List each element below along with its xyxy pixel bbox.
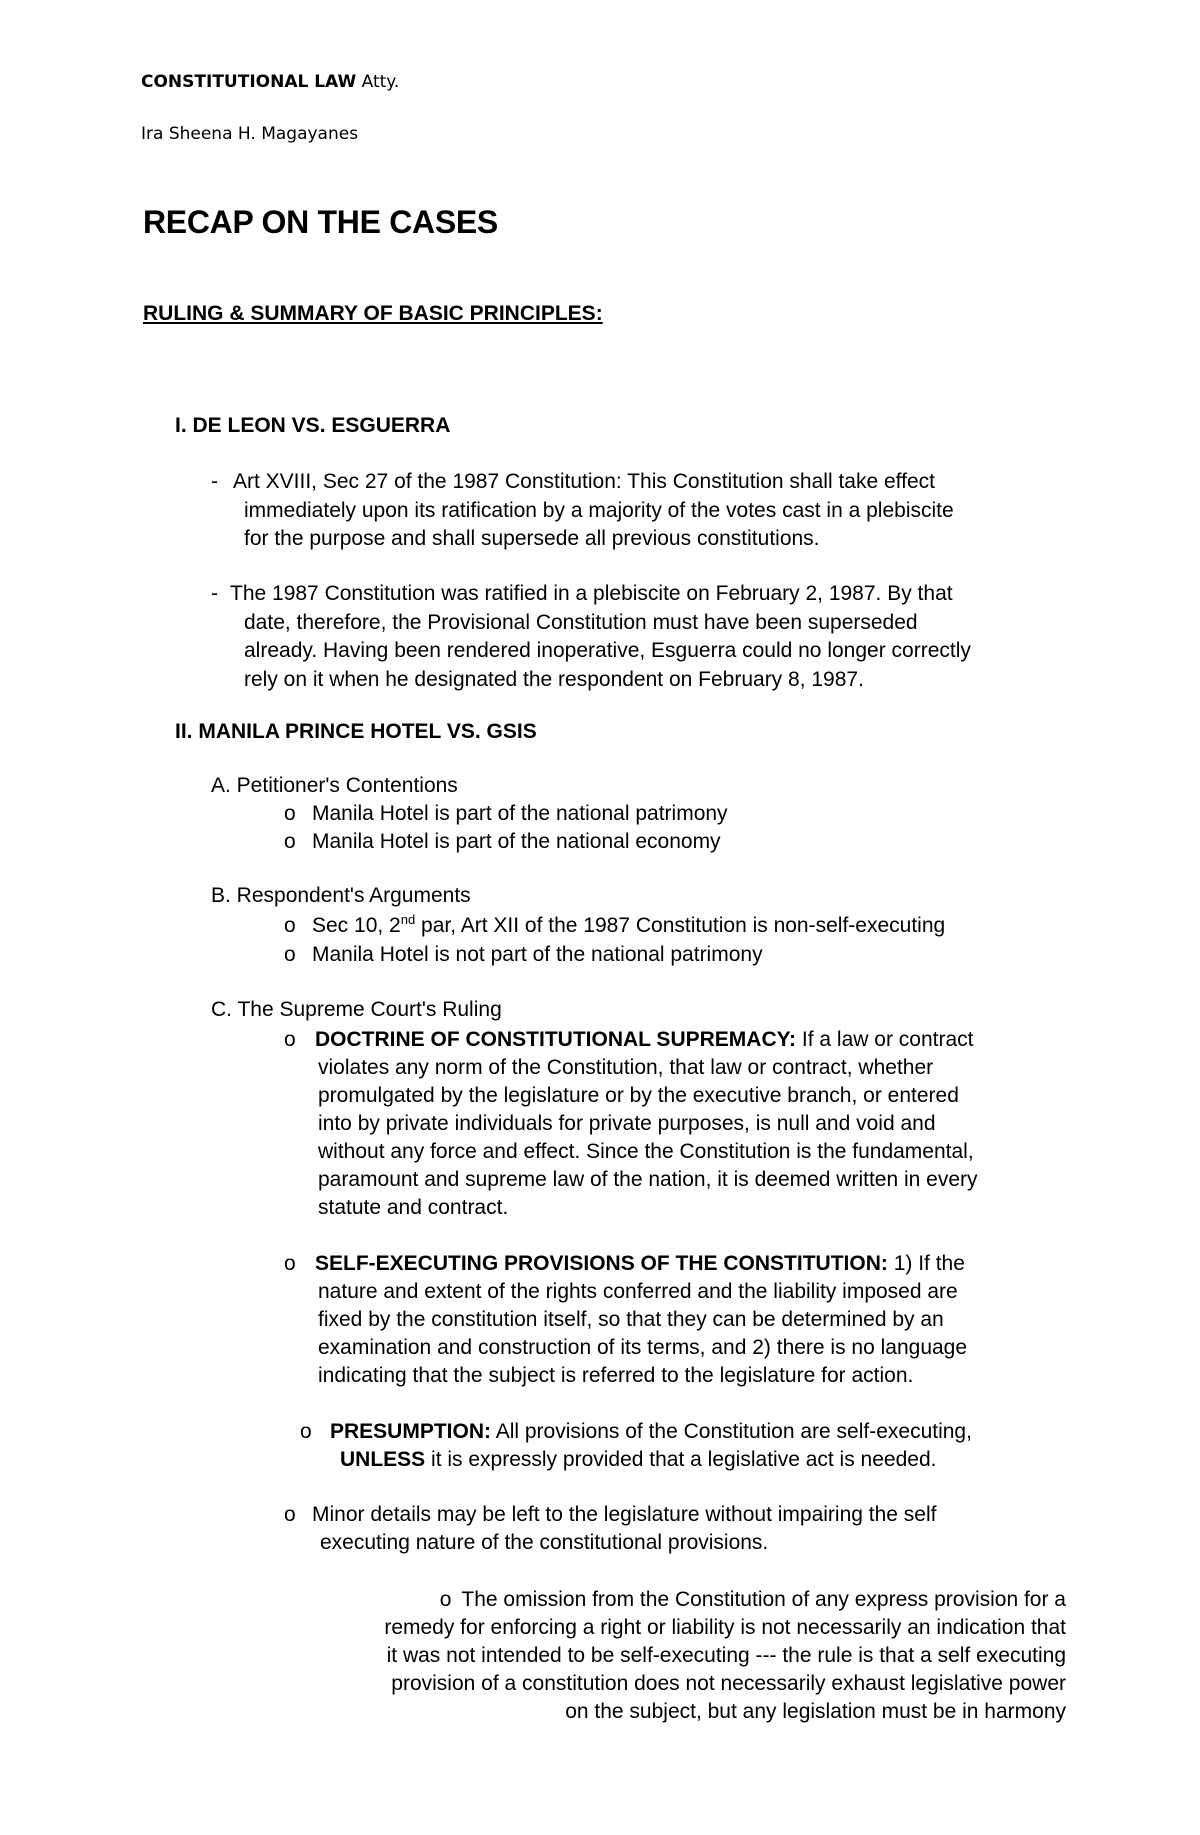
text-line: provision of a constitution does not necessarily exhaust legislative power [391,1672,1066,1695]
text-line: immediately upon its ratification by a majority of the votes cast in a plebiscite [244,498,954,522]
presumption-item [300,1418,1070,1474]
text-line: on the subject, but any legislation must be in harmony [565,1700,1066,1723]
text-line: promulgated by the legislature or by the executive branch, or entered [318,1084,959,1107]
author-name: Ira Sheena H. Magayanes [141,124,359,144]
course-name: CONSTITUTIONAL LAW [141,72,357,92]
text-line: without any force and effect. Since the Constitution is the fundamental, [318,1140,974,1163]
text-line [330,1418,1070,1446]
bullet-marker: o [284,1028,296,1051]
list-item [284,830,721,854]
text-line: for the purpose and shall supersede all previous constitutions. [244,527,820,550]
text-line: into by private individuals for private purposes, is null and void and [318,1112,936,1135]
page-title: RECAP ON THE CASES [143,204,498,240]
text-line: examination and construction of its terms, and 2) there is no language [318,1336,968,1359]
bullet-marker: o [284,914,296,937]
superscript: nd [400,912,416,927]
case-1-paragraph-2 [211,580,1066,694]
text-segment: The omission from the Constitution of any express provision for a [461,1588,1066,1611]
list-item-text: Manila Hotel is part of the national economy [312,830,721,853]
list-item-text [312,914,945,937]
text-line: remedy for enforcing a right or liability is not necessarily an indication that [384,1616,1066,1639]
list-item [284,914,945,938]
case-1-heading: I. DE LEON VS. ESGUERRA [175,414,451,437]
bold-term: SELF-EXECUTING PROVISIONS OF THE CONSTITUTION: [315,1252,888,1275]
text-segment: All provisions of the Constitution are self-executing, [495,1420,972,1443]
text-line: The 1987 Constitution was ratified in a plebiscite on February 2, 1987. By that [230,582,953,605]
text-line: already. Having been rendered inoperative, Esguerra could no longer correctly [244,639,971,662]
petitioner-contentions-label: A. Petitioner's Contentions [211,774,458,797]
dash-marker: - [211,470,218,493]
text-line: Minor details may be left to the legislature without impairing the self [312,1503,937,1526]
text-segment: 1) If the [893,1252,965,1275]
bold-term: DOCTRINE OF CONSTITUTIONAL SUPREMACY: [315,1028,797,1051]
text-line: violates any norm of the Constitution, that law or contract, whether [318,1056,934,1079]
bullet-marker: o [284,1252,296,1275]
text-line [315,1250,1066,1278]
atty-label: Atty. [361,72,400,92]
text-line: rely on it when he designated the respondent on February 8, 1987. [244,667,864,691]
bullet-marker: o [439,1588,452,1611]
text-line [250,1586,1066,1614]
text-line: statute and contract. [318,1196,509,1219]
text-line: indicating that the subject is referred to the legislature for action. [318,1364,914,1387]
text-segment: it is expressly provided that a legislative act is needed. [431,1448,937,1471]
respondent-arguments-label: B. Respondent's Arguments [211,884,471,907]
bullet-marker: o [284,830,296,853]
bullet-marker: o [284,943,296,966]
list-item-text: Manila Hotel is not part of the national patrimony [312,943,763,966]
bold-term: PRESUMPTION: [330,1420,492,1443]
text-line: executing nature of the constitutional provisions. [320,1531,769,1554]
text-line [315,1026,1066,1054]
text-line: date, therefore, the Provisional Constitution must have been superseded [244,610,918,634]
course-header [141,72,399,92]
self-executing-item [284,1250,1066,1390]
bullet-marker: o [300,1420,312,1443]
text-line: fixed by the constitution itself, so that they can be determined by an [318,1308,944,1331]
text-segment: par, Art XII of the 1987 Constitution is non-self-executing [415,914,946,937]
text-line: it was not intended to be self-executing --- the rule is that a self executing [386,1644,1066,1667]
bullet-marker: o [284,802,296,825]
text-line: Art XVIII, Sec 27 of the 1987 Constitution: This Constitution shall take effect [233,470,935,493]
page-subtitle: RULING & SUMMARY OF BASIC PRINCIPLES: [143,302,603,325]
list-item-text: Manila Hotel is part of the national patrimony [312,802,728,825]
omission-item [250,1586,1066,1726]
text-segment: If a law or contract [801,1028,974,1051]
bold-term: UNLESS [340,1448,426,1471]
list-item [284,802,728,826]
text-line: nature and extent of the rights conferred and the liability imposed are [318,1280,958,1303]
list-item [284,943,763,967]
case-2-heading: II. MANILA PRINCE HOTEL VS. GSIS [175,720,537,743]
text-segment: Sec 10, 2 [312,914,401,937]
text-line: paramount and supreme law of the nation, it is deemed written in every [318,1168,978,1191]
bullet-marker: o [284,1503,296,1526]
text-line [330,1446,1070,1474]
supreme-court-ruling-label: C. The Supreme Court's Ruling [211,998,502,1021]
dash-marker: - [211,582,218,605]
case-1-paragraph-1 [211,468,1066,554]
minor-details-item [284,1501,1072,1557]
doctrine-item [284,1026,1066,1222]
